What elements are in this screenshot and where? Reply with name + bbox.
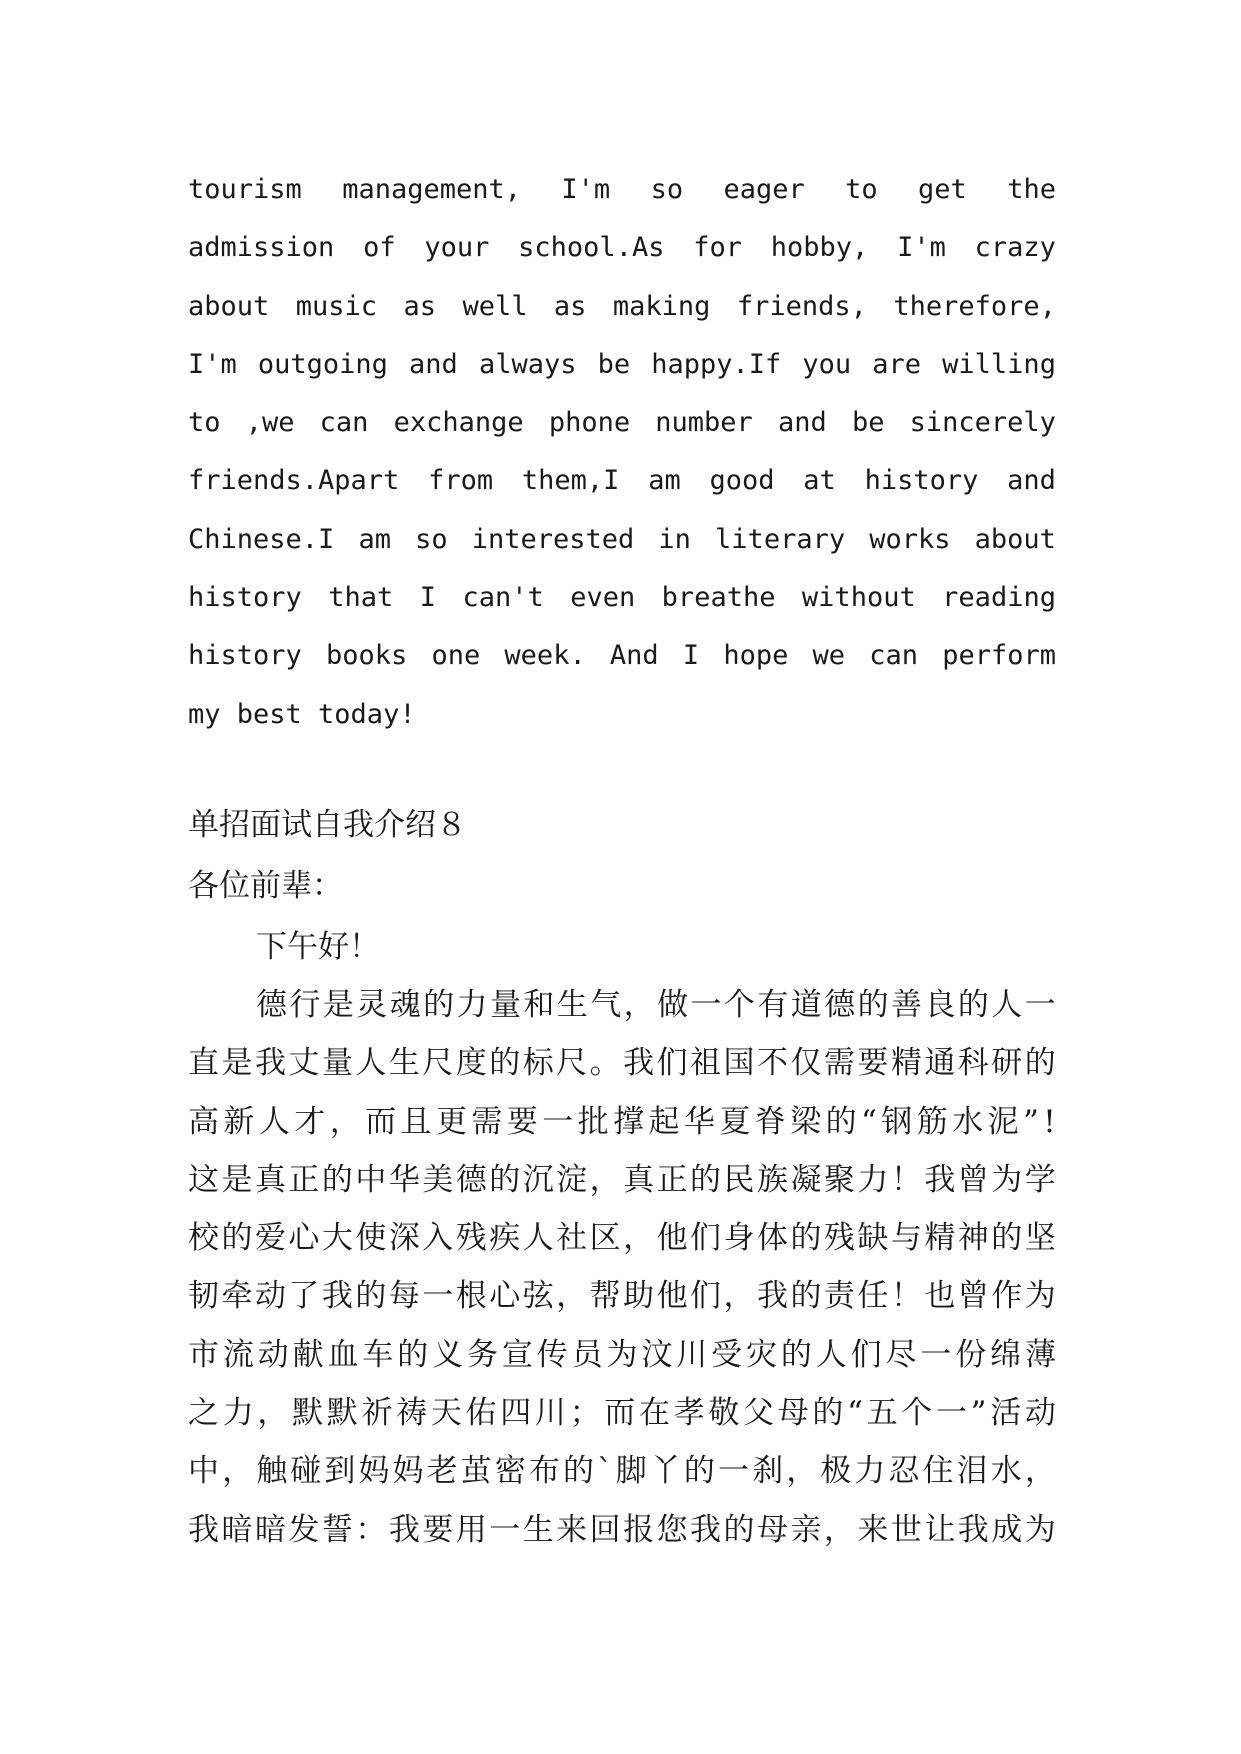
word: school.As bbox=[518, 232, 665, 264]
word: are bbox=[872, 348, 922, 380]
chinese-paragraph bbox=[188, 976, 1056, 1559]
text-line bbox=[188, 569, 1056, 627]
text-line bbox=[188, 627, 1056, 685]
word: I'm bbox=[188, 348, 237, 380]
word: about bbox=[974, 523, 1056, 555]
word: about bbox=[188, 290, 270, 322]
word: so bbox=[415, 523, 448, 555]
word: phone bbox=[548, 407, 631, 439]
text-line: 这 是 真 正 的 中 华 美 德 的 沉 淀 ， 真 正 的 民 族 凝 聚 力 ！ 我 曾 为 学 bbox=[188, 1161, 1056, 1198]
word: hope bbox=[723, 640, 789, 672]
word: outgoing bbox=[257, 348, 388, 380]
word: the bbox=[1007, 174, 1056, 205]
word: breathe bbox=[661, 582, 776, 614]
word: I'm bbox=[561, 174, 611, 205]
text-line bbox=[188, 336, 1056, 394]
word: good bbox=[709, 465, 775, 497]
text-line: 校 的 爱 心 大 使 深 入 残 疾 人 社 区 ， 他 们 身 体 的 残 缺 与 精 神 的 坚 bbox=[188, 1220, 1056, 1257]
word: literary bbox=[715, 523, 846, 555]
word: I'm bbox=[897, 232, 946, 264]
text-line bbox=[188, 452, 1056, 510]
word: willing bbox=[942, 348, 1056, 380]
word: perform bbox=[942, 640, 1056, 672]
word: Chinese.I bbox=[188, 523, 335, 555]
word: friends.Apart bbox=[188, 465, 400, 497]
word: as bbox=[403, 290, 436, 322]
word: get bbox=[918, 174, 967, 205]
word: to bbox=[188, 407, 221, 439]
english-paragraph bbox=[188, 161, 1056, 744]
word: eager bbox=[723, 174, 805, 205]
text-line bbox=[188, 161, 1056, 219]
word: friends, bbox=[736, 290, 867, 322]
text-line bbox=[188, 219, 1056, 277]
word: management, bbox=[342, 174, 521, 205]
word: them,I bbox=[521, 465, 620, 497]
word: works bbox=[869, 523, 951, 555]
word: even bbox=[570, 582, 636, 614]
word: ,we bbox=[245, 407, 295, 439]
word: hobby, bbox=[770, 232, 869, 264]
word: your bbox=[424, 232, 490, 264]
word: interested bbox=[471, 523, 635, 555]
word: can bbox=[319, 407, 369, 439]
word: always bbox=[478, 348, 577, 380]
word: music bbox=[295, 290, 378, 322]
word: tourism bbox=[188, 174, 302, 205]
text-line: my best today! bbox=[188, 698, 416, 730]
text-line: 之 力 ， 默 默 祈 祷 天 佑 四 川 ； 而 在 孝 敬 父 母 的 “ 五 个 一 ” 活 动 bbox=[188, 1395, 1056, 1432]
word: crazy bbox=[974, 232, 1056, 264]
text-line: 高 新 人 才 ， 而 且 更 需 要 一 批 撑 起 华 夏 脊 梁 的 “ 钢 筋 水 泥 ” ! bbox=[188, 1103, 1056, 1140]
word: and bbox=[777, 407, 827, 439]
text-line bbox=[188, 511, 1056, 569]
word: so bbox=[650, 174, 684, 205]
word: admission bbox=[188, 232, 335, 264]
word: making bbox=[612, 290, 711, 322]
word: can bbox=[869, 640, 919, 672]
word: be bbox=[597, 348, 631, 380]
word: week. bbox=[504, 640, 586, 672]
salutation: 各位前辈： bbox=[188, 868, 343, 904]
word: well bbox=[462, 290, 528, 322]
text-line bbox=[188, 278, 1056, 336]
word: history bbox=[188, 640, 302, 672]
word: am bbox=[358, 523, 391, 555]
section-heading: 单招面试自我介绍８ bbox=[188, 807, 467, 843]
word: history bbox=[864, 465, 979, 497]
word: from bbox=[428, 465, 494, 497]
word: therefore, bbox=[893, 290, 1056, 322]
word: exchange bbox=[393, 407, 524, 439]
word: books bbox=[325, 640, 408, 672]
word: I bbox=[419, 582, 436, 614]
text-line: 直 是 我 丈 量 人 生 尺 度 的 标 尺 。 我 们 祖 国 不 仅 需 要 精 通 科 研 的 bbox=[188, 1045, 1056, 1082]
word: without bbox=[801, 582, 916, 614]
word: we bbox=[812, 640, 846, 672]
text-line: 韧 牵 动 了 我 的 每 一 根 心 弦 ， 帮 助 他 们 ， 我 的 责 任 ！ 也 曾 作 为 bbox=[188, 1278, 1056, 1315]
word: am bbox=[648, 465, 681, 497]
word: can't bbox=[462, 582, 544, 614]
word: And bbox=[609, 640, 659, 672]
word: be bbox=[851, 407, 885, 439]
text-line: 中 ， 触 碰 到 妈 妈 老 茧 密 布 的 ` 脚 丫 的 一 刹 ， 极 力 忍 住 泪 水 ， bbox=[188, 1453, 1056, 1490]
word: reading bbox=[942, 582, 1056, 614]
word: at bbox=[803, 465, 836, 497]
word: as bbox=[553, 290, 587, 322]
word: sincerely bbox=[909, 407, 1056, 439]
word: to bbox=[845, 174, 878, 205]
word: history bbox=[188, 582, 302, 614]
text-line: 德 行 是 灵 魂 的 力 量 和 生 气 ， 做 一 个 有 道 德 的 善 良 的 人 一 bbox=[256, 987, 1056, 1023]
greeting: 下午好！ bbox=[256, 929, 380, 965]
word: for bbox=[693, 232, 743, 264]
word: in bbox=[658, 523, 691, 555]
word: and bbox=[1007, 465, 1056, 497]
text-line: 我 暗 暗 发 誓 ： 我 要 用 一 生 来 回 报 您 我 的 母 亲 ， 来 世 让 我 成 为 bbox=[188, 1511, 1056, 1548]
word: that bbox=[328, 582, 394, 614]
word: and bbox=[409, 348, 458, 380]
word: I bbox=[682, 640, 700, 672]
word: you bbox=[802, 348, 852, 380]
word: of bbox=[363, 232, 396, 264]
word: one bbox=[431, 640, 481, 672]
word: number bbox=[655, 407, 753, 439]
text-line: 市 流 动 献 血 车 的 义 务 宣 传 员 为 汶 川 受 灾 的 人 们 尽 一 份 绵 薄 bbox=[188, 1336, 1056, 1373]
text-line bbox=[188, 394, 1056, 452]
word: happy.If bbox=[651, 348, 782, 380]
